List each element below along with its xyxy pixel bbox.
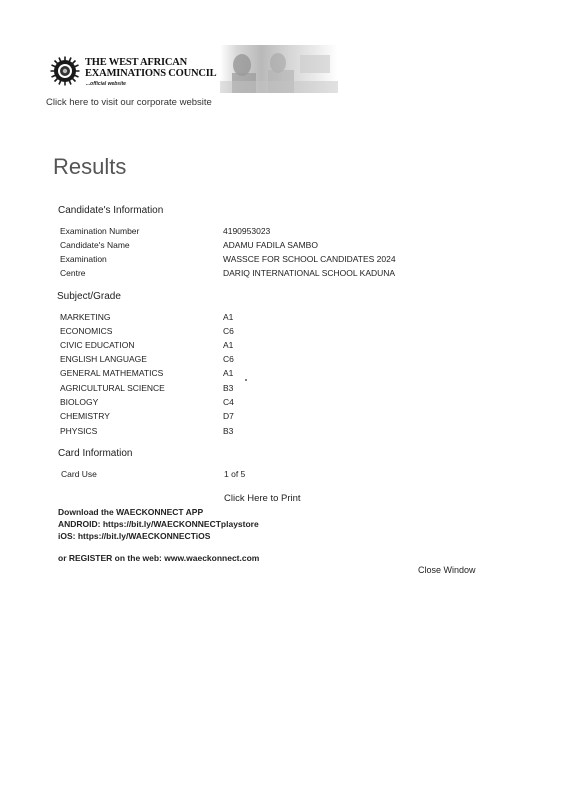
subject-name: AGRICULTURAL SCIENCE: [60, 383, 165, 393]
candidate-info-row: [60, 240, 480, 252]
candidate-info-row: [60, 254, 480, 266]
subject-grade: D7: [223, 411, 234, 421]
subject-name: ECONOMICS: [60, 326, 113, 336]
subject-name: BIOLOGY: [60, 397, 99, 407]
subject-name: CIVIC EDUCATION: [60, 340, 135, 350]
subject-grade: B3: [223, 383, 234, 393]
info-value: 4190953023: [223, 226, 271, 236]
info-value: DARIQ INTERNATIONAL SCHOOL KADUNA: [223, 268, 396, 278]
subject-row: [60, 340, 480, 352]
card-info-row: [61, 469, 481, 481]
scan-speck: [245, 379, 247, 381]
page-title: Results: [53, 154, 127, 179]
org-name: [85, 57, 216, 79]
waec-logo[interactable]: [50, 54, 217, 94]
subject-name: GENERAL MATHEMATICS: [60, 368, 164, 378]
subject-row: [60, 426, 480, 438]
candidate-info-row: [60, 226, 480, 238]
subject-name: CHEMISTRY: [60, 411, 110, 421]
register-web-link[interactable]: or REGISTER on the web: www.waeckonnect.com: [58, 553, 260, 563]
subject-grade: A1: [223, 368, 234, 378]
info-label: Examination Number: [60, 226, 140, 236]
header-banner-image: [220, 45, 338, 93]
org-tagline: ...official website: [86, 81, 126, 87]
subject-row: [60, 312, 480, 324]
info-value: ADAMU FADILA SAMBO: [223, 240, 318, 250]
info-label: Examination: [60, 254, 107, 264]
ios-app-link[interactable]: iOS: https://bit.ly/WAECKONNECTiOS: [58, 531, 211, 541]
subject-name: PHYSICS: [60, 426, 98, 436]
waec-seal-icon: [50, 56, 80, 86]
app-download-title: Download the WAECKONNECT APP: [58, 507, 204, 517]
card-use-value: 1 of 5: [224, 469, 246, 479]
subject-grade: B3: [223, 426, 234, 436]
card-info-heading: Card Information: [58, 448, 133, 459]
org-name-line2: EXAMINATIONS COUNCIL: [85, 68, 217, 79]
info-label: Centre: [60, 268, 86, 278]
corporate-website-link[interactable]: Click here to visit our corporate website: [46, 97, 212, 108]
info-label: Candidate's Name: [60, 240, 130, 250]
subject-grade: A1: [223, 312, 234, 322]
subject-row: [60, 368, 480, 380]
org-name-line1: THE WEST AFRICAN: [85, 57, 188, 68]
close-window-button[interactable]: Close Window: [418, 565, 476, 575]
android-app-link[interactable]: ANDROID: https://bit.ly/WAECKONNECTplaystore: [58, 519, 259, 529]
candidate-info-heading: Candidate's Information: [58, 205, 164, 216]
subject-grade-heading: Subject/Grade: [57, 291, 121, 302]
subject-row: [60, 383, 480, 395]
subject-grade: C4: [223, 397, 234, 407]
subject-row: [60, 397, 480, 409]
info-value: WASSCE FOR SCHOOL CANDIDATES 2024: [223, 254, 396, 264]
subject-name: ENGLISH LANGUAGE: [60, 354, 147, 364]
subject-row: [60, 411, 480, 423]
subject-name: MARKETING: [60, 312, 111, 322]
print-button[interactable]: Click Here to Print: [224, 493, 301, 504]
candidate-info-row: [60, 268, 480, 280]
subject-row: [60, 354, 480, 366]
card-use-label: Card Use: [61, 469, 97, 479]
subject-grade: A1: [223, 340, 234, 350]
subject-grade: C6: [223, 354, 234, 364]
subject-grade: C6: [223, 326, 234, 336]
subject-row: [60, 326, 480, 338]
